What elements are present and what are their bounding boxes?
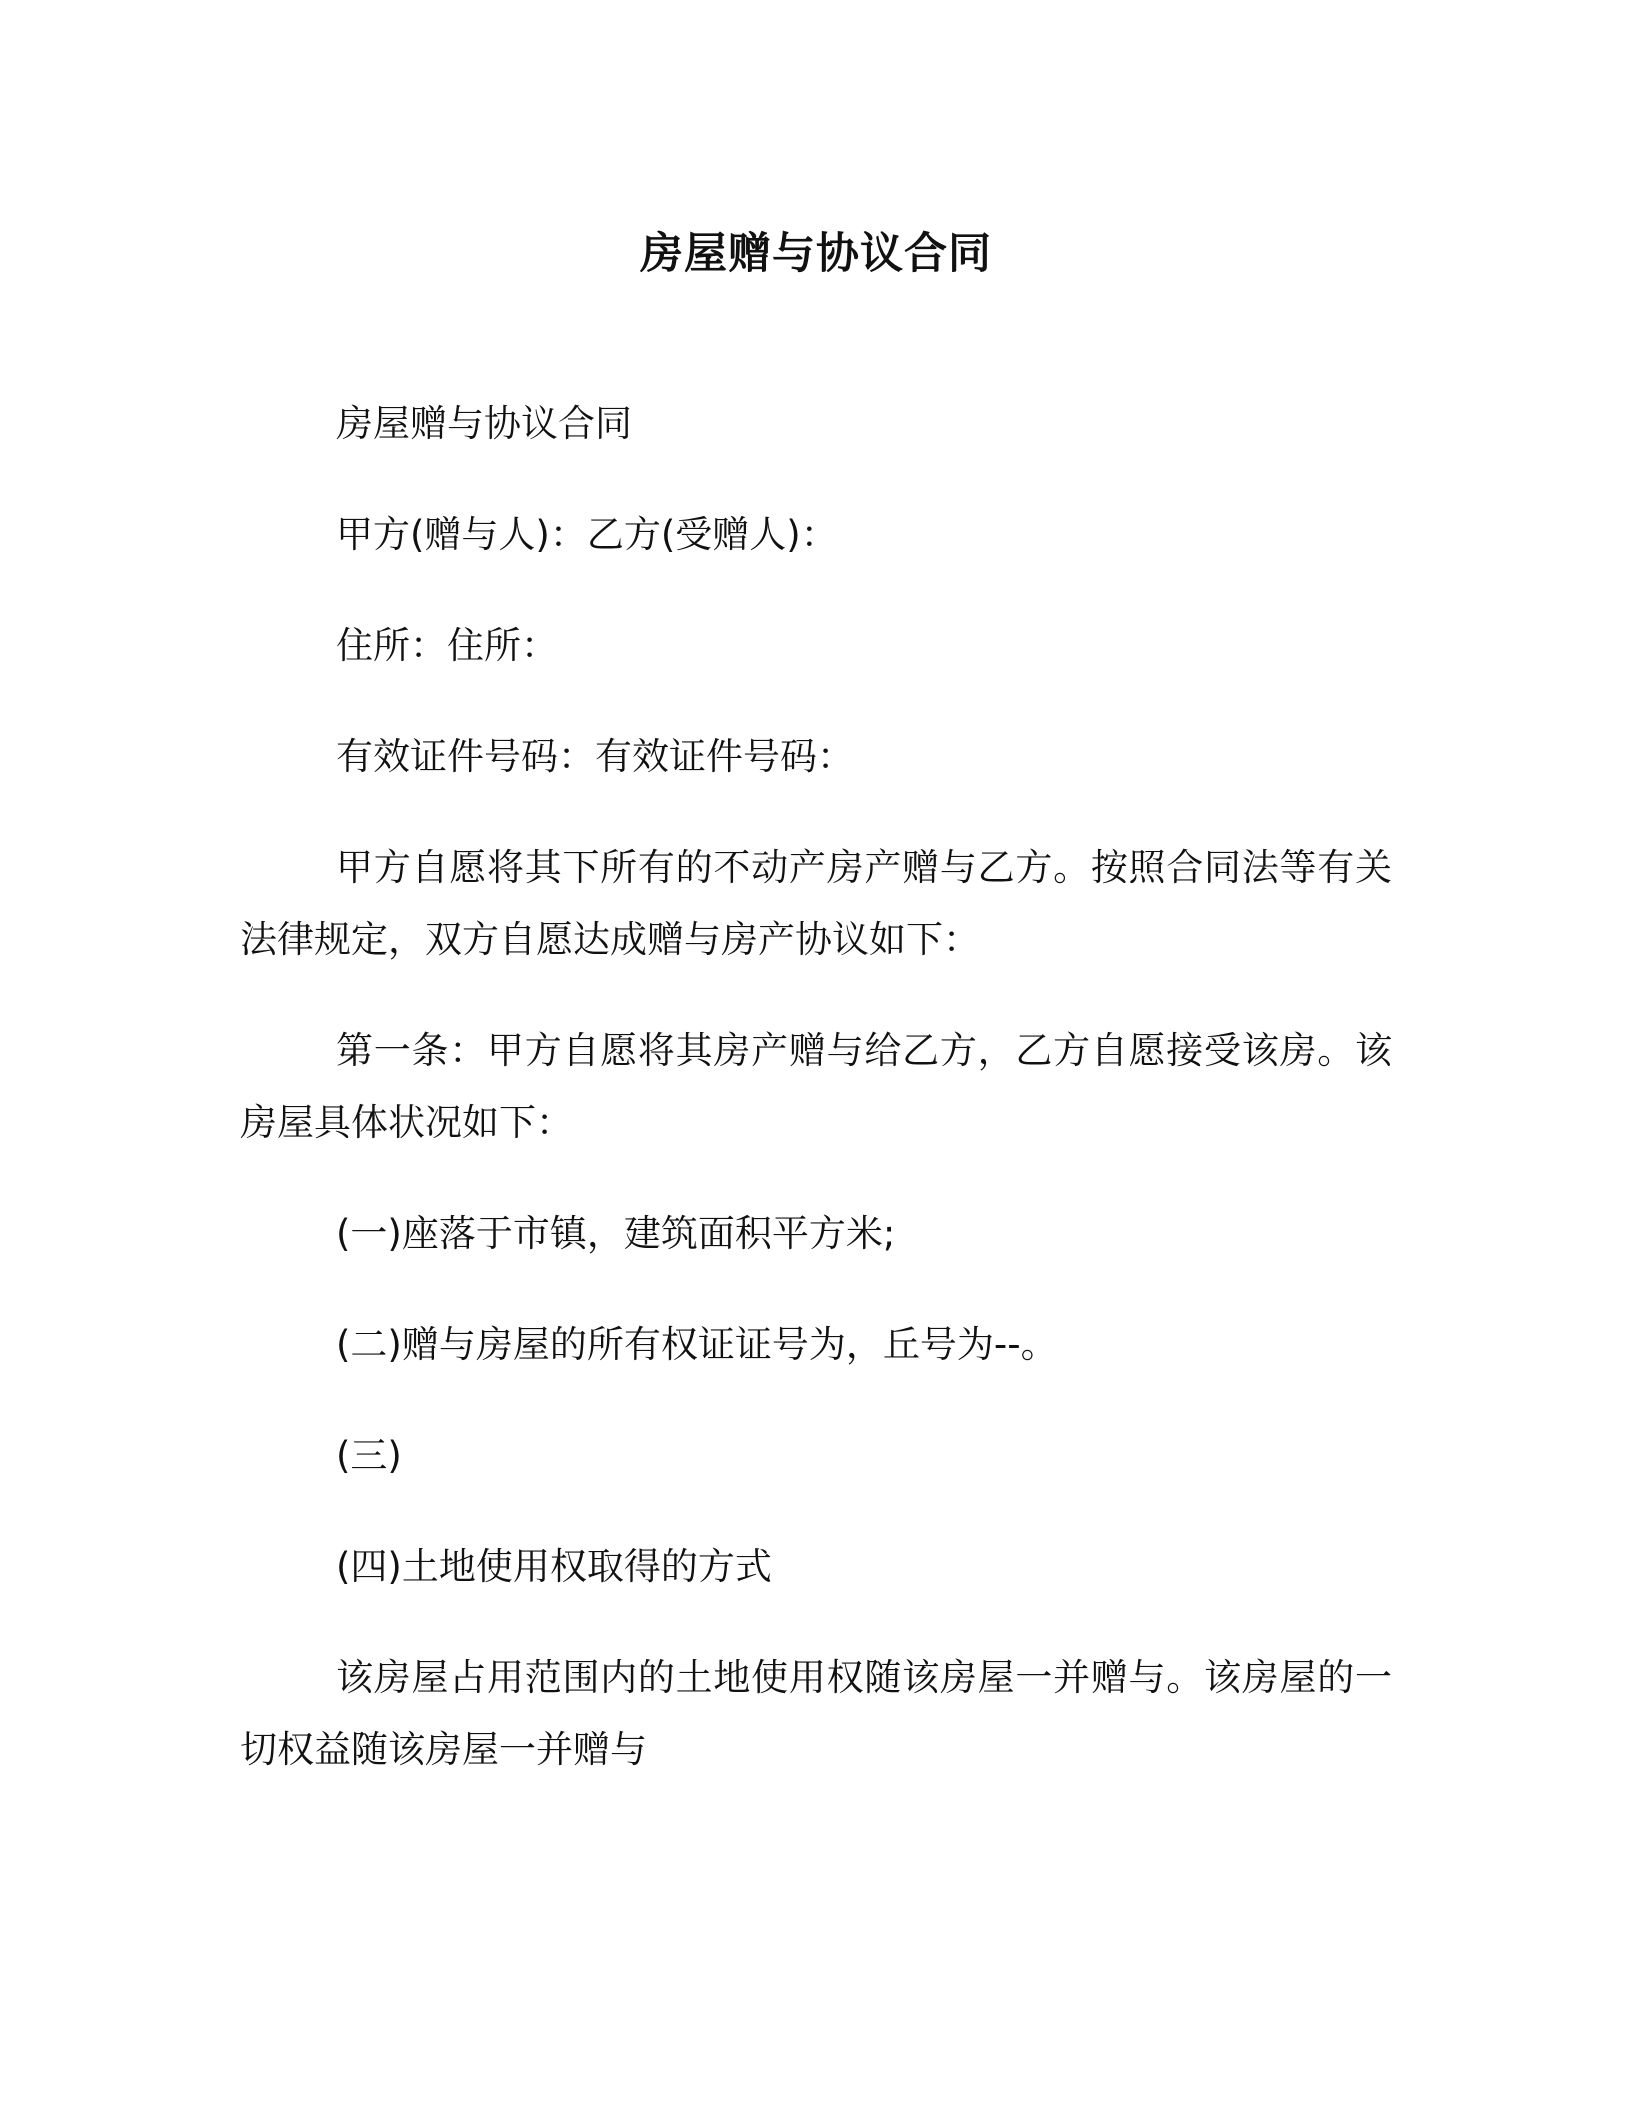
paragraph-item-two: (二)赠与房屋的所有权证证号为，丘号为--。 xyxy=(336,1323,1058,1366)
paragraph-item-three: (三) xyxy=(336,1434,402,1477)
paragraph-preamble: 甲方自愿将其下所有的不动产房产赠与乙方。按照合同法等有关法律规定，双方自愿达成赠与房产协议如下： xyxy=(240,846,1392,961)
paragraph-id-numbers: 有效证件号码：有效证件号码： xyxy=(336,735,854,778)
document-body xyxy=(240,388,1392,1825)
paragraph-parties: 甲方(赠与人)：乙方(受赠人)： xyxy=(336,513,838,556)
paragraph-item-one: (一)座落于市镇，建筑面积平方米; xyxy=(336,1212,896,1255)
paragraph-land-rights: 该房屋占用范围内的土地使用权随该房屋一并赠与。该房屋的一切权益随该房屋一并赠与 xyxy=(240,1656,1392,1771)
paragraph-article-one: 第一条：甲方自愿将其房产赠与给乙方，乙方自愿接受该房。该房屋具体状况如下： xyxy=(240,1029,1392,1144)
paragraph-item-four: (四)土地使用权取得的方式 xyxy=(336,1545,772,1588)
paragraph-subtitle: 房屋赠与协议合同 xyxy=(336,402,632,445)
paragraph-addresses: 住所：住所： xyxy=(336,624,558,667)
document-title: 房屋赠与协议合同 xyxy=(640,229,992,279)
